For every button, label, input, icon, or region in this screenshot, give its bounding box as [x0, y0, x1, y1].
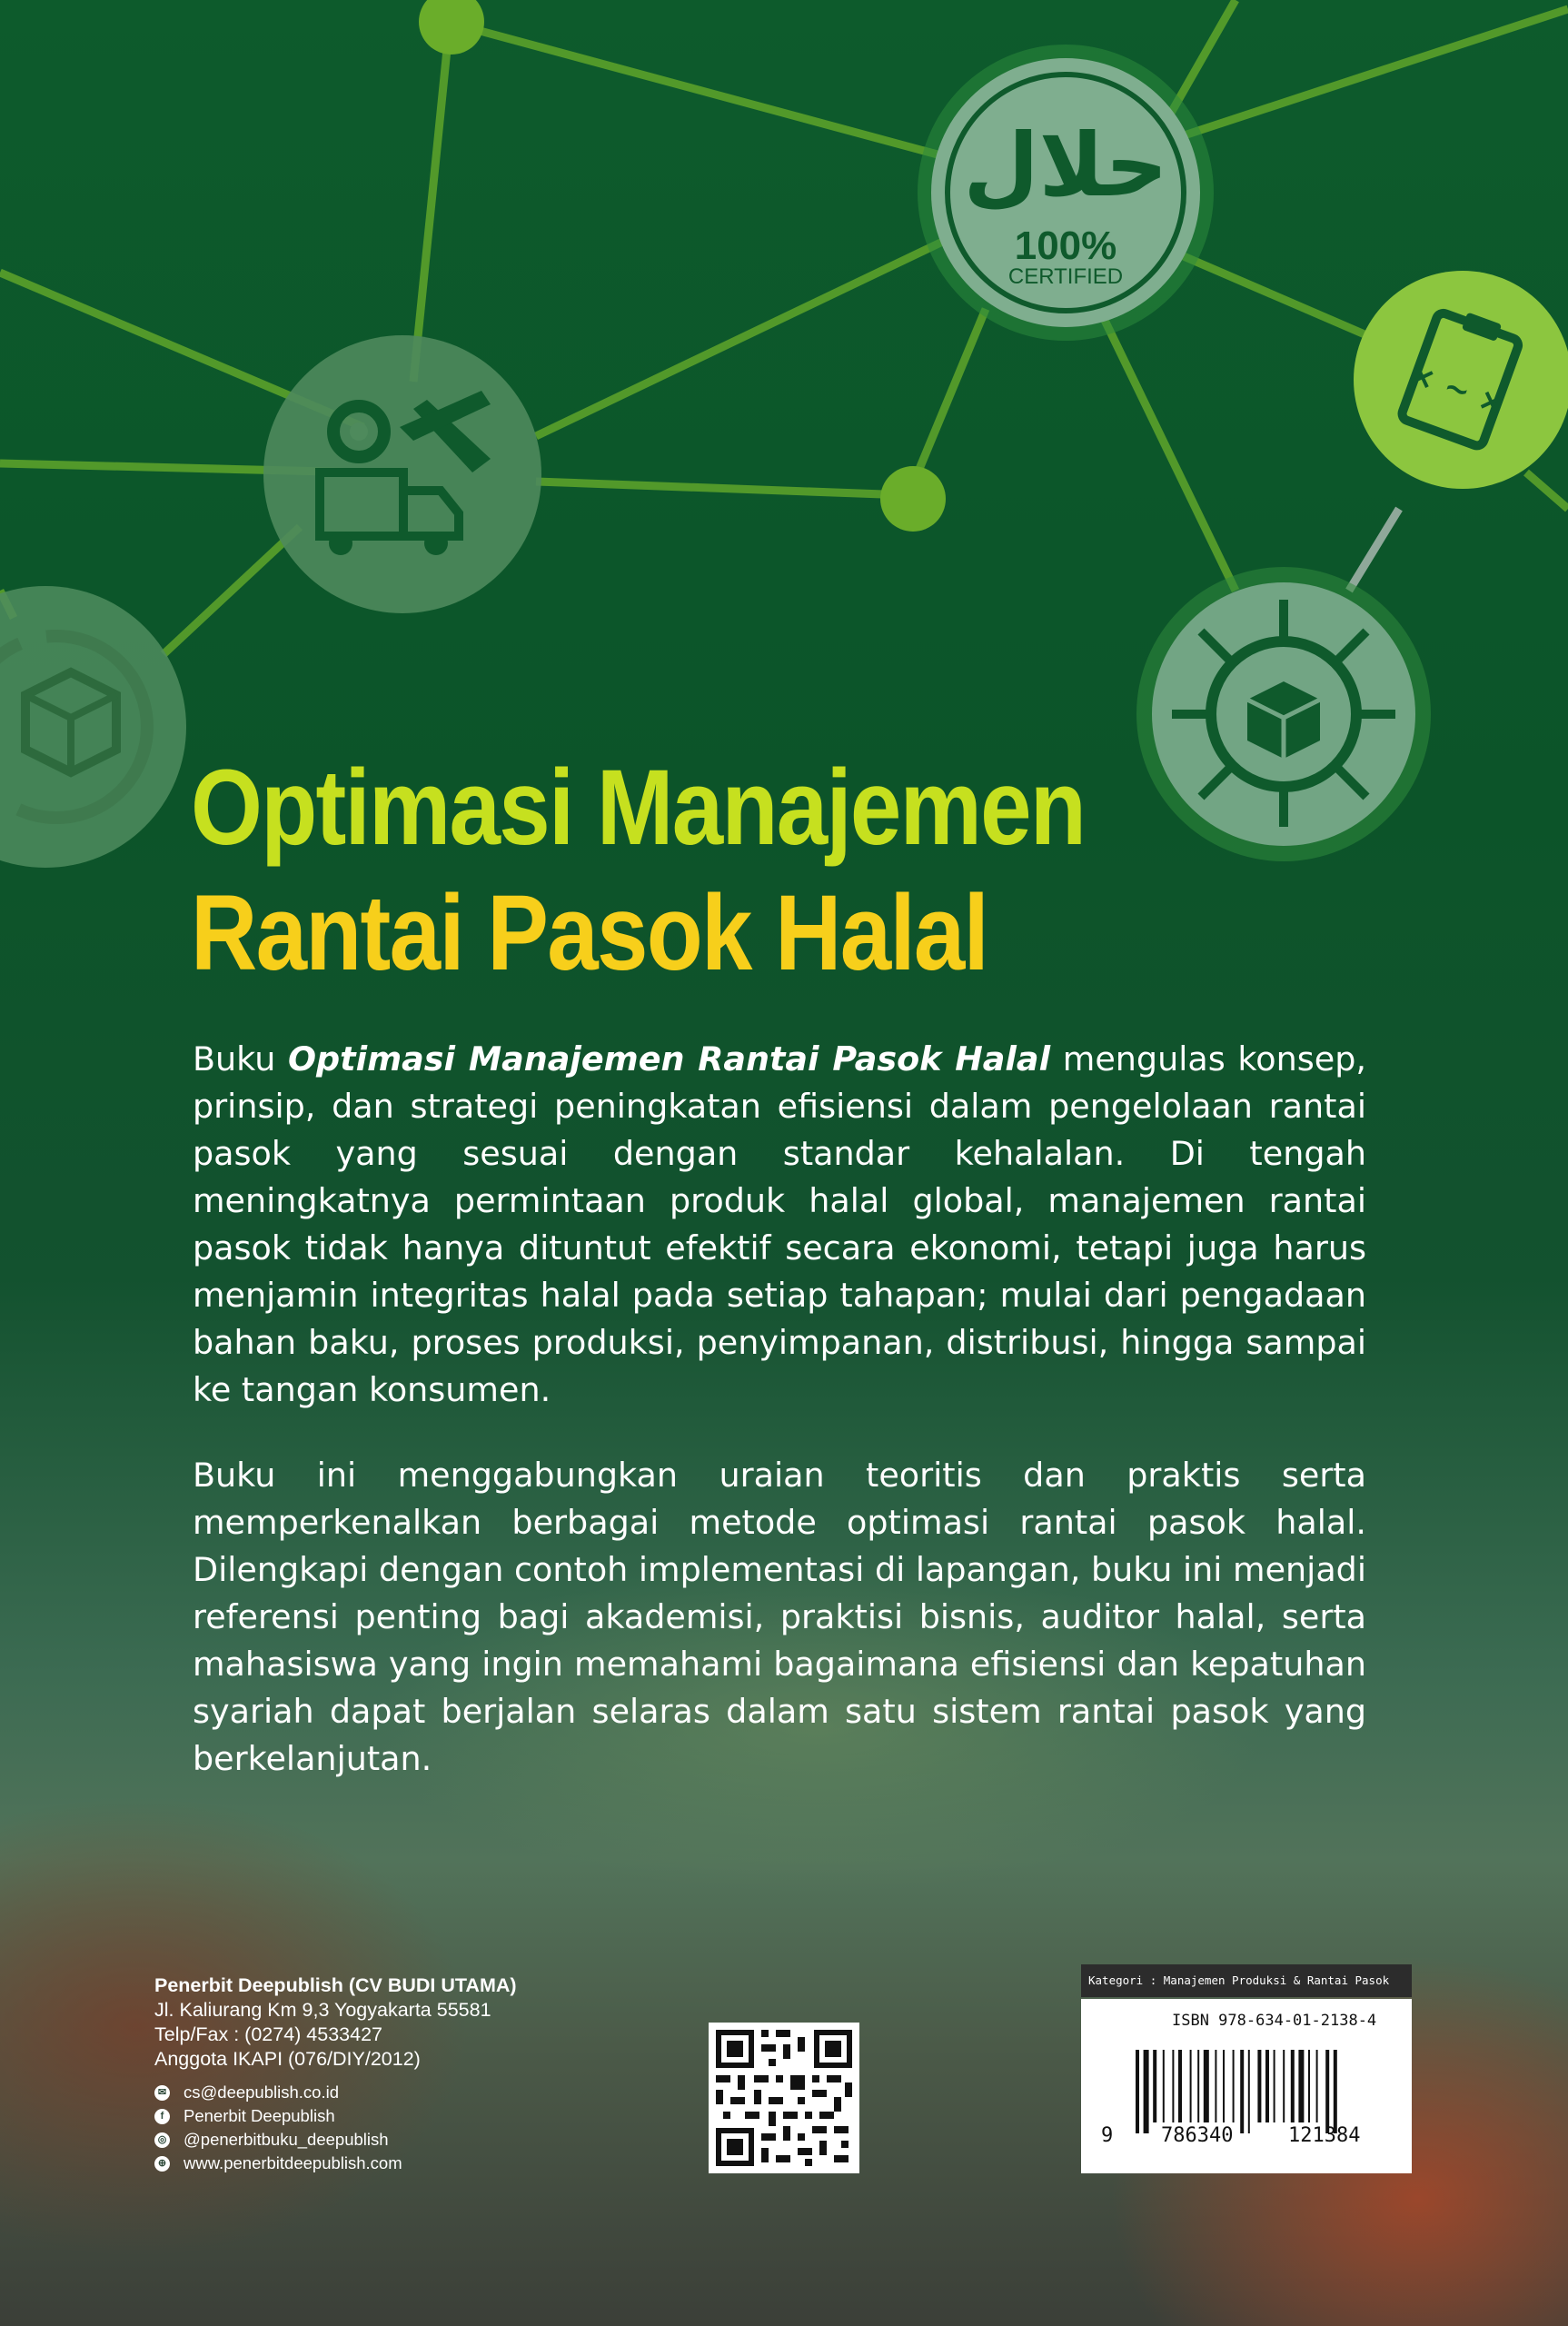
- barcode-bar: [1204, 2050, 1209, 2122]
- synopsis-book-title: Optimasi Manajemen Rantai Pasok Halal: [288, 1039, 1051, 1079]
- isbn-barcode-label: [1081, 1964, 1412, 2173]
- barcode-bar: [1233, 2050, 1235, 2122]
- barcode-bar: [1325, 2050, 1329, 2133]
- barcode-bar: [1283, 2050, 1285, 2122]
- badge-certified: CERTIFIED: [1007, 264, 1124, 289]
- contact-facebook-text: Penerbit Deepublish: [184, 2106, 335, 2125]
- halal-arabic-text: حلال: [963, 114, 1168, 216]
- barcode-bar: [1215, 2050, 1216, 2122]
- web-icon: ⊕: [154, 2156, 170, 2172]
- contact-website: [154, 2152, 517, 2175]
- barcode-bar: [1223, 2050, 1225, 2122]
- synopsis-paragraph-2: Buku ini menggabungkan uraian teoritis dan praktis serta memperkenalkan berbagai metode optimasi rantai pasok halal. Dilengkapi dengan contoh implementasi di lapangan, buku ini menjadi referensi penting bagi akademisi, praktisi bisnis, auditor halal, serta mahasiswa yang ingin memahami bagaimana efisiensi dan kepatuhan syariah dapat berjalan selaras dalam satu sistem rantai pasok yang berkelanjutan.: [193, 1456, 1366, 1778]
- book-category: Kategori : Manajemen Produksi & Rantai Pasok: [1081, 1964, 1412, 1997]
- barcode-bar: [1190, 2050, 1192, 2122]
- barcode-digits-right: 121384: [1288, 2124, 1361, 2147]
- barcode-bar: [1153, 2050, 1156, 2122]
- strategy-clipboard-icon: [1354, 271, 1568, 489]
- contact-website-text: www.penerbitdeepublish.com: [184, 2153, 402, 2172]
- barcode-bar: [1298, 2050, 1304, 2122]
- barcode-bar: [1248, 2050, 1250, 2133]
- synopsis-body: mengulas konsep, prinsip, dan strategi peningkatan efisiensi dalam pengelolaan rantai pasok yang sesuai dengan standar kehalalan. Di tengah meningkatnya permintaan produk halal global, manajemen rantai pasok tidak hanya dituntut efektif secara ekonomi, tetapi juga harus menjamin integritas halal pada setiap tahapan; mulai dari pengadaan bahan baku, proses produksi, penyimpanan, distribusi, hingga sampai ke tangan konsumen.: [193, 1039, 1366, 1409]
- barcode-bar: [1308, 2050, 1310, 2122]
- publisher-membership: Anggota IKAPI (076/DIY/2012): [154, 2048, 421, 2070]
- contact-instagram: [154, 2128, 517, 2152]
- synopsis-intro: Buku: [193, 1039, 289, 1079]
- title-line-2: Rantai Pasok Halal: [191, 873, 988, 993]
- barcode-bar: [1240, 2050, 1244, 2133]
- publisher-name: Penerbit Deepublish (CV BUDI UTAMA): [154, 1974, 517, 1996]
- halal-certified-badge: [918, 45, 1214, 341]
- barcode-bar: [1257, 2050, 1261, 2122]
- package-icon: [0, 586, 186, 868]
- synopsis-paragraph-1: [193, 1036, 1366, 1414]
- publisher-address: Jl. Kaliurang Km 9,3 Yogyakarta 55581: [154, 1999, 491, 2021]
- qr-code: [709, 2023, 859, 2173]
- barcode-bar: [1136, 2050, 1139, 2133]
- barcode-bar: [1316, 2050, 1318, 2122]
- publisher-phone: Telp/Fax : (0274) 4533427: [154, 2023, 382, 2045]
- publisher-info: [154, 1973, 517, 2175]
- publisher-contacts: [154, 2081, 517, 2175]
- barcode-bar: [1291, 2050, 1295, 2122]
- barcode-bar: [1274, 2050, 1275, 2122]
- barcode-bar: [1178, 2050, 1182, 2122]
- logistics-icon: [263, 335, 541, 613]
- instagram-icon: ◎: [154, 2132, 170, 2148]
- barcode-bars: [1081, 1999, 1412, 2173]
- book-title: [191, 745, 1372, 996]
- barcode-bar: [1197, 2050, 1199, 2122]
- barcode-bar: [1172, 2050, 1174, 2122]
- facebook-icon: f: [154, 2109, 170, 2124]
- contact-email: [154, 2081, 517, 2104]
- contact-facebook: [154, 2104, 517, 2128]
- barcode-bar: [1163, 2050, 1165, 2122]
- title-line-1: Optimasi Manajemen: [191, 748, 1086, 868]
- contact-email-text: cs@deepublish.co.id: [184, 2082, 339, 2102]
- barcode-bar: [1144, 2050, 1149, 2133]
- contact-instagram-text: @penerbitbuku_deepublish: [184, 2130, 389, 2149]
- svg-text:× ~ ×: × ~ ×: [1404, 355, 1510, 424]
- isbn-number: ISBN 978-634-01-2138-4: [1172, 2012, 1377, 2030]
- barcode-digits-left: 786340: [1161, 2124, 1234, 2147]
- badge-percent: 100%: [1014, 224, 1117, 268]
- barcode-digit-first: 9: [1101, 2124, 1114, 2147]
- barcode-bar: [1334, 2050, 1337, 2133]
- barcode-bar: [1265, 2050, 1269, 2122]
- email-icon: ✉: [154, 2085, 170, 2101]
- barcode-panel: [1081, 1999, 1412, 2173]
- qr-code-graphic: [709, 2023, 859, 2173]
